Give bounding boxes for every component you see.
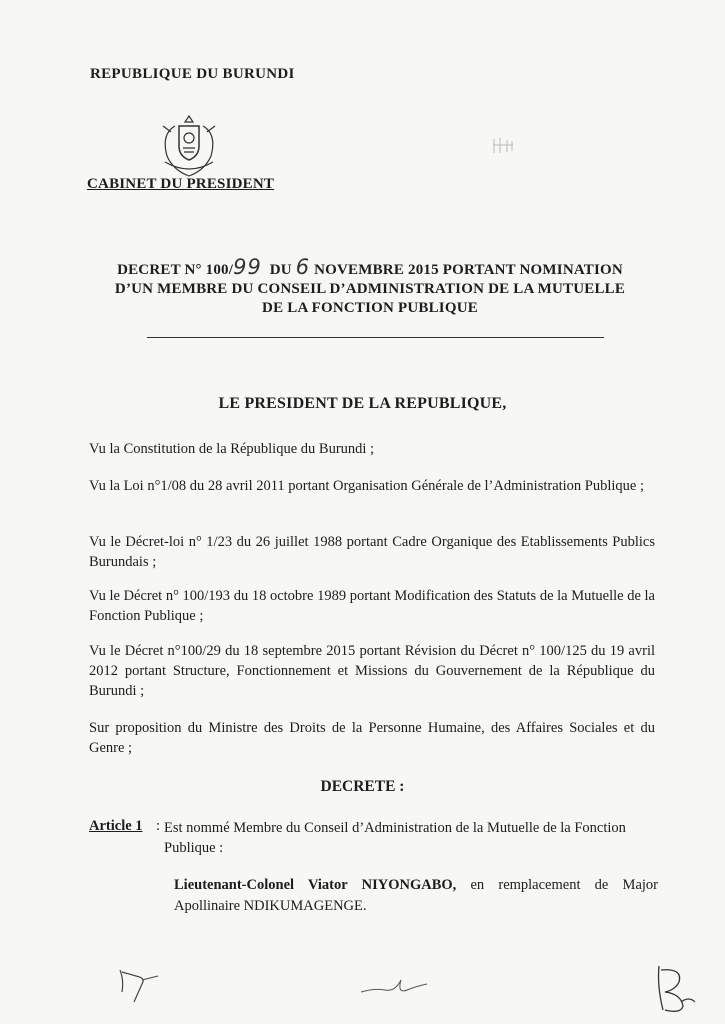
- title-line1-rest: NOVEMBRE 2015 PORTANT NOMINATION: [314, 262, 623, 278]
- article-1-text: Est nommé Membre du Conseil d’Administration de la Mutuelle de la Fonction Publique :: [164, 820, 626, 856]
- article-1-colon: :: [156, 818, 161, 834]
- article-1-label: Article 1: [89, 818, 143, 834]
- visa-decret-100-193: Vu le Décret n° 100/193 du 18 octobre 1989 portant Modification des Statuts de la Mutuelle de la Fonction Publique ;: [89, 588, 655, 624]
- title-du: DU: [269, 262, 292, 278]
- title-line-3: DE LA FONCTION PUBLIQUE: [262, 300, 478, 316]
- nominee-replacement: en remplacement de Major Apollinaire NDIKUMAGENGE.: [174, 877, 658, 914]
- visa-proposition: Sur proposition du Ministre des Droits de la Personne Humaine, des Affaires Sociales et du Genre ;: [89, 720, 655, 756]
- initials-signature-left: [112, 962, 172, 1012]
- cabinet-heading: CABINET DU PRESIDENT: [87, 176, 275, 192]
- scan-mark: [490, 135, 516, 157]
- visa-decret-loi-1-23: Vu le Décret-loi n° 1/23 du 26 juillet 1988 portant Cadre Organique des Etablissements Publics Burundais ;: [89, 534, 655, 570]
- decree-title: [60, 255, 680, 318]
- nominee-name: Lieutenant-Colonel Viator NIYONGABO,: [174, 877, 457, 893]
- decrete-heading: DECRETE :: [320, 778, 405, 795]
- initials-signature-center: [355, 962, 435, 1012]
- title-prefix: DECRET N° 100/: [117, 262, 234, 278]
- president-heading: LE PRESIDENT DE LA REPUBLIQUE,: [218, 395, 507, 412]
- visa-decret-100-29: Vu le Décret n°100/29 du 18 septembre 2015 portant Révision du Décret n° 100/125 du 19 avril 2012 portant Structure, Fonctionnement et Missions du Gouvernement de la République du Burundi ;: [89, 643, 655, 699]
- coat-of-arms-emblem: [153, 112, 225, 178]
- initials-signature-right: [645, 962, 705, 1012]
- title-divider: [147, 337, 604, 338]
- visa-constitution: Vu la Constitution de la République du Burundi ;: [89, 441, 375, 457]
- handwritten-day: 6: [295, 255, 311, 279]
- title-line-2: D’UN MEMBRE DU CONSEIL D’ADMINISTRATION DE LA MUTUELLE: [114, 281, 626, 297]
- article-1-nominee: [174, 875, 658, 917]
- republic-heading: REPUBLIQUE DU BURUNDI: [90, 66, 295, 82]
- visa-loi-1-08: Vu la Loi n°1/08 du 28 avril 2011 portant Organisation Générale de l’Administration Publique ;: [89, 478, 645, 494]
- title-line-1: [60, 255, 680, 280]
- handwritten-decree-number: 99: [233, 255, 262, 279]
